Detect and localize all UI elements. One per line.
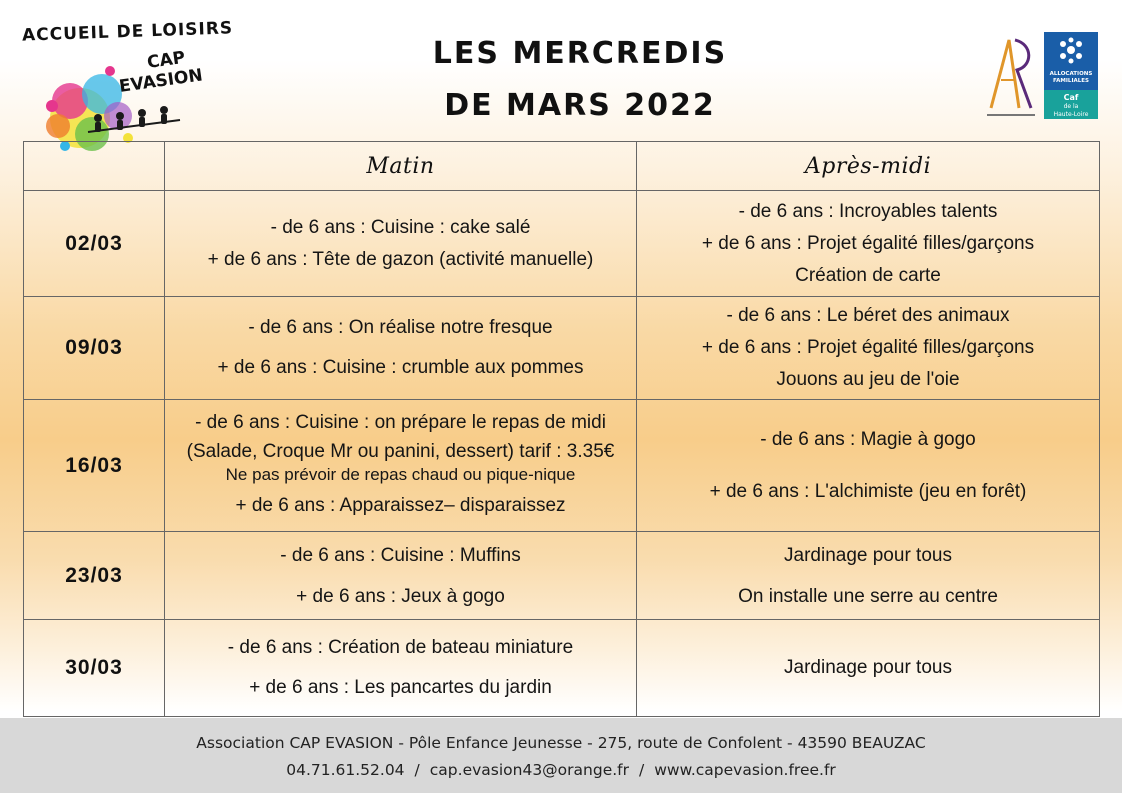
date-cell: 23/03 xyxy=(24,532,165,620)
activity-line: + de 6 ans : Cuisine : crumble aux pommes xyxy=(217,357,584,378)
date-cell: 02/03 xyxy=(24,191,165,297)
schedule-table xyxy=(23,141,1100,717)
date-cell: 09/03 xyxy=(24,297,165,400)
activity-line: - de 6 ans : Incroyables talents xyxy=(738,200,998,222)
header-empty-cell xyxy=(24,142,165,191)
title-line-1: LES MERCREDIS xyxy=(432,36,728,71)
date-cell: 16/03 xyxy=(24,400,165,532)
activity-line: Jardinage pour tous xyxy=(784,544,952,566)
afternoon-activities xyxy=(637,191,1100,297)
morning-activities xyxy=(165,620,637,717)
activity-line: + de 6 ans : Les pancartes du jardin xyxy=(249,677,552,698)
activity-line: - de 6 ans : Cuisine : on prépare le repas de midi xyxy=(195,411,606,433)
activity-line: + de 6 ans : Tête de gazon (activité manuelle) xyxy=(207,248,594,270)
table-header-row xyxy=(24,142,1100,191)
activity-note: Ne pas prévoir de repas chaud ou pique-nique xyxy=(225,464,576,484)
activity-line: On installe une serre au centre xyxy=(738,585,998,607)
header-afternoon: Après-midi xyxy=(637,142,1100,191)
footer-phone: 04.71.61.52.04 xyxy=(286,761,405,779)
morning-activities xyxy=(165,191,637,297)
ar-partner-logo xyxy=(983,30,1039,120)
footer-separator: / xyxy=(414,761,420,779)
header-morning: Matin xyxy=(165,142,637,191)
activity-line: Création de carte xyxy=(795,264,941,286)
activity-line: - de 6 ans : Le béret des animaux xyxy=(726,305,1010,326)
svg-text:Caf: Caf xyxy=(1063,93,1079,102)
title-line-2: DE MARS 2022 xyxy=(444,88,716,123)
activity-line: - de 6 ans : On réalise notre fresque xyxy=(248,317,553,338)
afternoon-activities xyxy=(637,620,1100,717)
activity-line: - de 6 ans : Magie à gogo xyxy=(760,428,976,450)
svg-text:Haute-Loire: Haute-Loire xyxy=(1053,111,1089,118)
afternoon-activities xyxy=(637,297,1100,400)
activity-line: - de 6 ans : Cuisine : cake salé xyxy=(270,216,531,238)
date-cell: 30/03 xyxy=(24,620,165,717)
footer-separator: / xyxy=(639,761,645,779)
activity-line: Jouons au jeu de l'oie xyxy=(776,369,960,390)
table-row xyxy=(24,532,1100,620)
footer-address: Association CAP EVASION - Pôle Enfance Jeunesse - 275, route de Confolent - 43590 BEAUZAC xyxy=(196,734,926,752)
footer xyxy=(0,718,1122,793)
activity-line: + de 6 ans : Projet égalité filles/garçons xyxy=(701,337,1035,358)
activity-line: - de 6 ans : Création de bateau miniature xyxy=(227,637,574,658)
caf-logo xyxy=(1044,32,1098,119)
activity-line: + de 6 ans : Apparaissez– disparaissez xyxy=(235,494,566,516)
svg-text:ALLOCATIONS: ALLOCATIONS xyxy=(1049,71,1093,77)
table-row xyxy=(24,400,1100,532)
afternoon-activities xyxy=(637,400,1100,532)
morning-activities xyxy=(165,297,637,400)
morning-activities xyxy=(165,532,637,620)
activity-line: + de 6 ans : Projet égalité filles/garçons xyxy=(701,232,1035,254)
brand-title: ACCUEIL DE LOISIRS xyxy=(21,18,234,46)
table-row xyxy=(24,191,1100,297)
activity-line: + de 6 ans : L'alchimiste (jeu en forêt) xyxy=(709,480,1027,502)
svg-text:de la: de la xyxy=(1063,103,1079,110)
footer-email[interactable]: cap.evasion43@orange.fr xyxy=(429,761,629,779)
logo-text-cap: CAP xyxy=(145,47,187,73)
table-row xyxy=(24,620,1100,717)
activity-line: Jardinage pour tous xyxy=(784,657,952,678)
morning-activities xyxy=(165,400,637,532)
logo-text-evasion: EVASION xyxy=(117,65,204,97)
table-row xyxy=(24,297,1100,400)
activity-line: + de 6 ans : Jeux à gogo xyxy=(296,585,505,607)
page-title xyxy=(330,28,830,132)
footer-contacts xyxy=(0,757,1122,784)
activity-line: (Salade, Croque Mr ou panini, dessert) tarif : 3.35€ xyxy=(186,440,615,462)
footer-website[interactable]: www.capevasion.free.fr xyxy=(654,761,836,779)
afternoon-activities xyxy=(637,532,1100,620)
svg-text:FAMILIALES: FAMILIALES xyxy=(1053,78,1089,84)
activity-line: - de 6 ans : Cuisine : Muffins xyxy=(280,544,521,566)
